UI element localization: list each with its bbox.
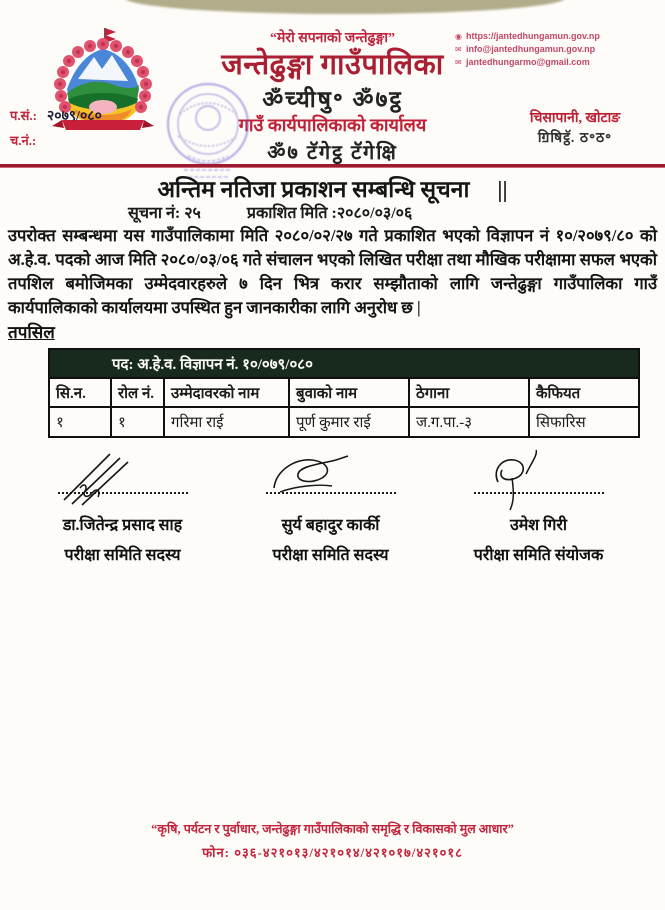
- email-secondary: jantedhungarmo@gmail.com: [466, 57, 590, 67]
- municipality-slogan: “मेरो सपनाको जन्तेढुङ्गा”: [270, 31, 395, 46]
- table-caption-post-advert: पद: अ.हे.व. विज्ञापन नं. १०/०७९/०८०: [49, 349, 639, 378]
- title-end-bars: ||: [497, 177, 508, 202]
- signature-scrawl-3: [474, 448, 564, 517]
- col-serial: सि.न.: [49, 378, 111, 407]
- footer-motto: “कृषि, पर्यटन र पुर्वाधार, जन्तेढुङ्गा गाउँपालिकाको समृद्धि र विकासको मुल आधार”: [151, 822, 514, 836]
- signatory-role: परीक्षा समिति सदस्य: [64, 547, 181, 564]
- office-address-kirat-script: ॻिषिट्ठॅ. ठ॰ठ॰: [537, 131, 613, 146]
- col-roll-no: रोल नं.: [111, 378, 164, 407]
- table-header-row: [49, 378, 639, 407]
- cell-remarks: सिफारिस: [529, 407, 639, 437]
- notice-body-paragraph: उपरोक्त सम्बन्धमा यस गाउँपालिकामा मिति २०८०/०२/२७ गते प्रकाशित भएको विज्ञापन नं १०/२०७९/८० को अ.हे.व. पदको आज मिति २०८०/०३/०६ गते संचालन भएको लिखित परीक्षा तथा मौखिक परीक्षामा सफल भएको तपशिल बमोजिमका उम्मेदवारहरुले ७ दिन भित्र करार सम्झौताको लागि जन्तेढुङ्गा गाउँपालिका गाउँ कार्यपालिकाको कार्यालयमा उपस्थित हुन जानकारीका लागि अनुरोध छ |: [8, 226, 657, 317]
- signatory-role: परीक्षा समिति संयोजक: [473, 547, 604, 564]
- notice-title-row: [0, 172, 665, 204]
- cell-father-name: पूर्ण कुमार राई: [289, 407, 409, 437]
- municipality-name: जन्तेढुङ्गा गाउँपालिका: [221, 49, 444, 81]
- office-name: गाउँ कार्यपालिकाको कार्यालय: [238, 115, 427, 135]
- signatory-1: [30, 450, 215, 565]
- published-date: प्रकाशित मिति :२०८०/०३/०६: [246, 205, 413, 222]
- notice-number: सूचना नं: २५: [128, 205, 201, 222]
- signatory-role: परीक्षा समिति सदस्य: [272, 547, 389, 564]
- signatory-name: डा.जितेन्द्र प्रसाद साह: [62, 517, 183, 534]
- reference-numbers: [10, 104, 102, 153]
- col-address: ठेगाना: [409, 378, 529, 407]
- municipality-name-kirat-script: ॐच्यीषु॰ ॐ७ट्ठ: [262, 87, 403, 112]
- ref-no-value: २०७९/०८०: [47, 109, 102, 124]
- signatory-name: सुर्य बहादुर कार्की: [281, 517, 380, 534]
- cell-serial: १: [49, 407, 111, 437]
- result-table: [48, 348, 640, 438]
- contact-links: [455, 30, 600, 69]
- schedule-label: तपसिल: [8, 323, 55, 342]
- signature-scrawl-1: [58, 448, 148, 511]
- col-candidate-name: उम्मेदावरको नाम: [164, 378, 289, 407]
- email-primary: info@jantedhungamun.gov.np: [466, 44, 596, 54]
- table-row: [49, 407, 639, 437]
- cha-no-label: च.नं.:: [10, 133, 37, 148]
- notice-title: अन्तिम नतिजा प्रकाशन सम्बन्धि सूचना: [157, 177, 470, 202]
- mail-icon: ✉: [455, 45, 462, 54]
- mail-icon: ✉: [455, 58, 462, 67]
- notice-meta: [0, 201, 665, 223]
- signatory-name: उमेश गिरी: [509, 517, 568, 534]
- footer-phone-numbers: फोन: ०३६-४२१०१३/४२१०१४/४२१०१७/४२१०१८: [202, 845, 463, 860]
- globe-icon: ◉: [455, 32, 462, 41]
- cell-roll-no: १: [111, 407, 164, 437]
- office-address: चिसापानी, खोटाङ: [529, 111, 621, 126]
- col-remarks: कैफियत: [529, 378, 639, 407]
- website-url: https://jantedhungamun.gov.np: [466, 31, 600, 41]
- letterhead: [0, 0, 665, 166]
- signature-scrawl-2: [266, 448, 356, 503]
- header-divider-rule: [0, 164, 665, 168]
- office-name-kirat-script: ॐ७ टॅगेट्ठ टॅगेक्षि: [267, 142, 398, 164]
- col-father-name: बुवाको नाम: [289, 378, 409, 407]
- signatory-3: [446, 450, 631, 565]
- signature-section: [0, 450, 665, 565]
- cell-address: ज.ग.पा.-३: [409, 407, 529, 437]
- signatory-2: [238, 450, 423, 565]
- ref-no-label: प.सं.:: [10, 108, 38, 123]
- letter-footer: [0, 820, 665, 861]
- cell-candidate-name: गरिमा राई: [164, 407, 289, 437]
